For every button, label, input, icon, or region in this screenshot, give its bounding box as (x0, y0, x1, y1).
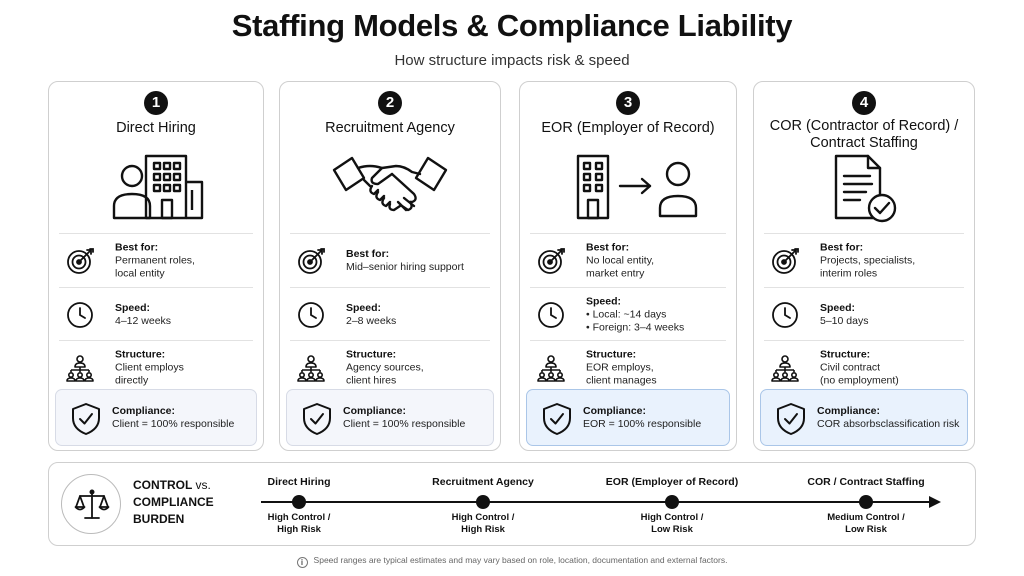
speed-row (530, 287, 726, 341)
speed-text: 5–10 days (820, 314, 869, 327)
level-line: High Control / (267, 512, 331, 523)
level-line: High Risk (461, 524, 505, 535)
footnote: i Speed ranges are typical estimates and may vary based on role, location, documentation and external factors. (0, 555, 1024, 568)
scale-point-level (641, 512, 704, 536)
shield-check-icon (775, 402, 807, 436)
speed-row (290, 287, 490, 341)
structure-text: directly (115, 374, 149, 386)
clock-icon (536, 300, 566, 330)
level-line: Low Risk (651, 524, 693, 535)
structure-text: (no employment) (820, 374, 899, 386)
target-icon (296, 246, 326, 276)
shield-check-icon (541, 402, 573, 436)
structure-text: client hires (346, 374, 397, 386)
scale-point-name: EOR (Employer of Record) (605, 476, 739, 488)
best-for-row (290, 233, 490, 287)
compliance-text: Client = 100% responsible (343, 417, 466, 430)
scale-point-name: Recruitment Agency (432, 476, 534, 488)
step-number-badge: 2 (378, 91, 402, 115)
speed-text: • Local: ~14 days (586, 308, 667, 320)
structure-label: Structure: (346, 348, 397, 360)
best-for-label: Best for: (346, 247, 390, 260)
speed-label: Speed: (346, 301, 382, 314)
level-line: High Risk (277, 524, 321, 535)
best-for-text: Permanent roles, (115, 254, 195, 266)
structure-row (59, 340, 253, 394)
compliance-box (286, 389, 494, 446)
card-title: EOR (Employer of Record) (541, 120, 715, 136)
structure-text: client manages (586, 374, 657, 386)
card-title: Recruitment Agency (325, 120, 455, 136)
building-arrow-person-icon (520, 152, 736, 232)
staffing-model-card (753, 81, 975, 451)
structure-label: Structure: (820, 348, 871, 360)
page-subtitle: How structure impacts risk & speed (394, 52, 630, 69)
target-icon (65, 246, 95, 276)
best-for-text: interim roles (820, 267, 878, 279)
level-line: Low Risk (845, 524, 887, 535)
best-for-text: No local entity, (586, 254, 655, 266)
compliance-label: Compliance: (112, 404, 176, 417)
best-for-text: local entity (115, 267, 165, 279)
scale-point-marker (476, 495, 490, 509)
step-number-badge: 4 (852, 91, 876, 115)
speed-label: Speed: (586, 295, 622, 307)
compliance-label: Compliance: (583, 404, 647, 417)
scale-point-level (452, 512, 515, 536)
level-line: Medium Control / (827, 512, 905, 523)
compliance-box (55, 389, 257, 446)
best-for-text: market entry (586, 267, 645, 279)
compliance-box (760, 389, 968, 446)
structure-text: Client employs (115, 361, 184, 373)
person-building-icon (49, 152, 263, 232)
structure-row (530, 340, 726, 394)
compliance-box (526, 389, 730, 446)
best-for-row (530, 233, 726, 287)
shield-check-icon (70, 402, 102, 436)
target-icon (536, 246, 566, 276)
speed-label: Speed: (820, 301, 856, 314)
scale-point-name: Direct Hiring (267, 476, 331, 488)
step-number-badge: 1 (144, 91, 168, 115)
best-for-text: Mid–senior hiring support (346, 260, 464, 273)
compliance-text: EOR = 100% responsible (583, 417, 702, 430)
compliance-label: Compliance: (817, 404, 881, 417)
best-for-text: Projects, specialists, (820, 254, 916, 266)
scale-point-marker (859, 495, 873, 509)
control-compliance-scale (48, 462, 976, 546)
handshake-icon (280, 152, 500, 232)
staffing-model-card (48, 81, 264, 451)
clock-icon (296, 300, 326, 330)
compliance-text: classification risk (880, 417, 960, 430)
staffing-model-card (279, 81, 501, 451)
speed-text: • Foreign: 3–4 weeks (586, 321, 685, 333)
best-for-label: Best for: (115, 241, 159, 253)
speed-row (764, 287, 964, 341)
control-vs-compliance-label: CONTROL vs. COMPLIANCE BURDEN (133, 478, 214, 526)
scale-point-level (268, 512, 331, 536)
structure-label: Structure: (115, 348, 166, 360)
staffing-model-card (519, 81, 737, 451)
level-line: High Control / (451, 512, 515, 523)
structure-text: EOR employs, (586, 361, 654, 373)
speed-row (59, 287, 253, 341)
target-icon (770, 246, 800, 276)
org-chart-icon (296, 353, 326, 383)
org-chart-icon (65, 353, 95, 383)
scale-point-name: COR / Contract Staffing (807, 476, 925, 488)
best-for-row (59, 233, 253, 287)
scale-point-level (827, 512, 905, 536)
level-line: High Control / (640, 512, 704, 523)
best-for-label: Best for: (820, 241, 864, 253)
structure-label: Structure: (586, 348, 637, 360)
scale-point-marker (665, 495, 679, 509)
compliance-text: Client = 100% responsible (112, 417, 235, 430)
structure-row (764, 340, 964, 394)
page-title: Staffing Models & Compliance Liability (231, 8, 793, 43)
shield-check-icon (301, 402, 333, 436)
card-title: Direct Hiring (116, 120, 196, 136)
contract-document-check-icon (754, 152, 974, 232)
speed-text: 2–8 weeks (346, 314, 397, 327)
best-for-label: Best for: (586, 241, 630, 253)
info-icon: i (297, 557, 308, 568)
speed-label: Speed: (115, 301, 151, 314)
compliance-text: COR absorbs (817, 417, 881, 430)
speed-text: 4–12 weeks (115, 314, 172, 327)
best-for-row (764, 233, 964, 287)
step-number-badge: 3 (616, 91, 640, 115)
compliance-label: Compliance: (343, 404, 407, 417)
org-chart-icon (770, 353, 800, 383)
card-title: COR (Contractor of Record) / Contract Staffing (769, 118, 959, 151)
structure-text: Agency sources, (346, 361, 424, 373)
structure-text: Civil contract (820, 361, 881, 373)
clock-icon (770, 300, 800, 330)
scale-point-marker (292, 495, 306, 509)
structure-row (290, 340, 490, 394)
clock-icon (65, 300, 95, 330)
org-chart-icon (536, 353, 566, 383)
